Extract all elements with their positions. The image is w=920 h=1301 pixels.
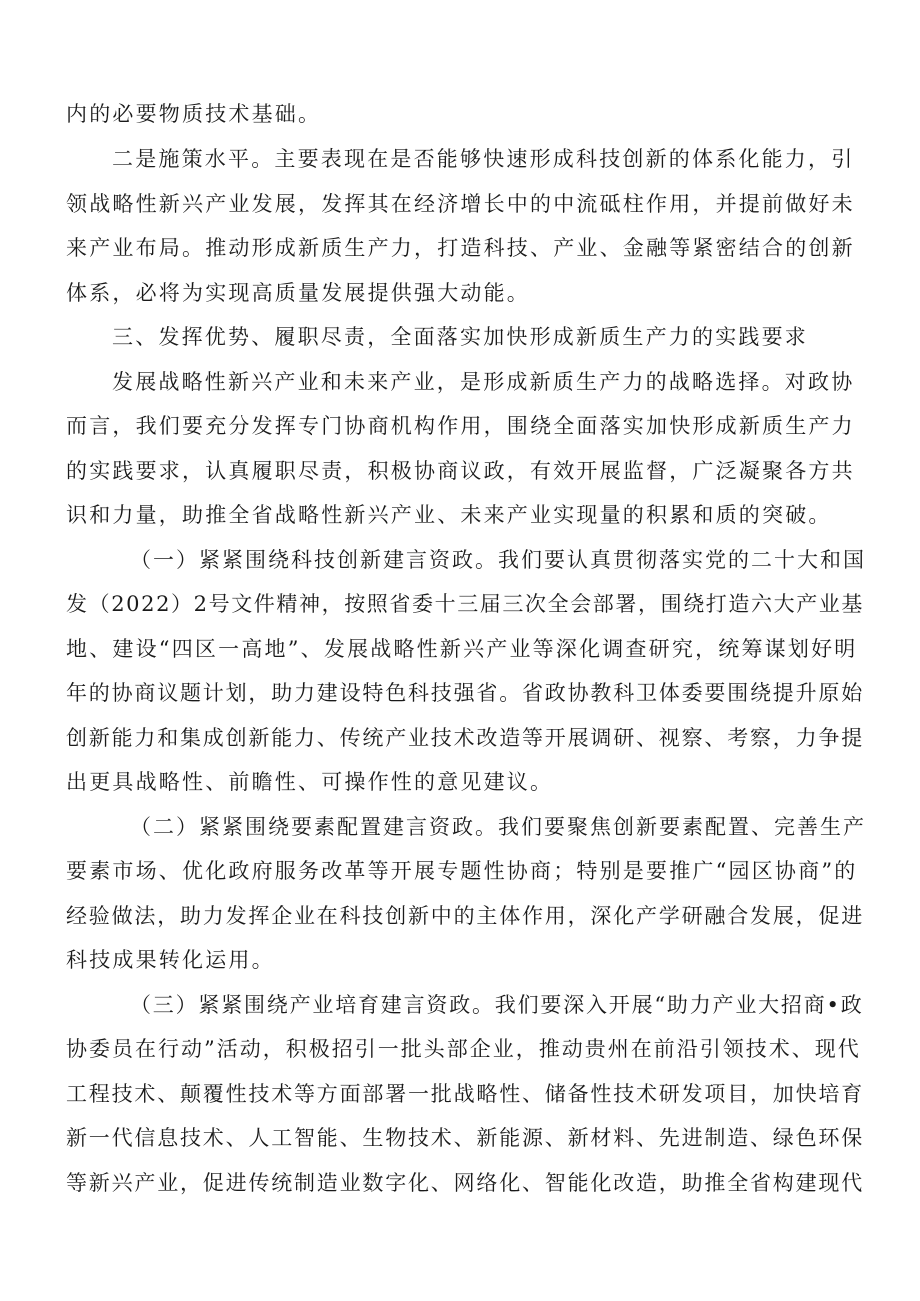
text-line: 工程技术、颠覆性技术等方面部署一批战略性、储备性技术研发项目，加快培育 xyxy=(66,1082,864,1106)
text-line: 创新能力和集成创新能力、传统产业技术改造等开展调研、视察、考察，力争提 xyxy=(66,726,864,750)
text-line: （二）紧紧围绕要素配置建言资政。我们要聚焦创新要素配置、完善生产 xyxy=(130,815,866,839)
text-line: 协委员在行动”活动，积极招引一批头部企业，推动贵州在前沿引领技术、现代 xyxy=(66,1037,861,1061)
text-line: （三）紧紧围绕产业培育建言资政。我们要深入开展“助力产业大招商•政 xyxy=(130,993,864,1017)
text-line: 发（2022）2号文件精神，按照省委十三届三次全会部署，围绕打造六大产业基 xyxy=(66,592,865,616)
text-line: 的实践要求，认真履职尽责，积极协商议政，有效开展监督，广泛凝聚各方共 xyxy=(66,459,855,483)
section-heading: 三、发挥优势、履职尽责，全面落实加快形成新质生产力的实践要求 xyxy=(112,325,808,349)
text-line: 发展战略性新兴产业和未来产业，是形成新质生产力的战略选择。对政协 xyxy=(112,370,855,394)
text-line: 体系，必将为实现高质量发展提供强大动能。 xyxy=(66,281,530,305)
text-line: 来产业布局。推动形成新质生产力，打造科技、产业、金融等紧密结合的创新 xyxy=(66,236,855,260)
text-line: 科技成果转化运用。 xyxy=(66,948,275,972)
text-line: 识和力量，助推全省战略性新兴产业、未来产业实现量的积累和质的突破。 xyxy=(66,503,832,527)
text-line: 领战略性新兴产业发展，发挥其在经济增长中的中流砥柱作用，并提前做好未 xyxy=(66,192,855,216)
text-line: 年的协商议题计划，助力建设特色科技强省。省政协教科卫体委要围绕提升原始 xyxy=(66,681,864,705)
text-line: 而言，我们要充分发挥专门协商机构作用，围绕全面落实加快形成新质生产力 xyxy=(66,414,855,438)
text-line: 地、建设“四区一高地”、发展战略性新兴产业等深化调查研究，统筹谋划好明 xyxy=(66,637,858,661)
text-line: 内的必要物质技术基础。 xyxy=(66,102,322,126)
text-line: 二是施策水平。主要表现在是否能够快速形成科技创新的体系化能力，引 xyxy=(112,147,855,171)
text-line: 经验做法，助力发挥企业在科技创新中的主体作用，深化产学研融合发展，促进 xyxy=(66,904,864,928)
text-line: 出更具战略性、前瞻性、可操作性的意见建议。 xyxy=(66,770,554,794)
text-line: （一）紧紧围绕科技创新建言资政。我们要认真贯彻落实党的二十大和国 xyxy=(130,548,866,572)
text-line: 要素市场、优化政府服务改革等开展专题性协商；特别是要推广“园区协商”的 xyxy=(66,859,858,883)
text-line: 等新兴产业，促进传统制造业数字化、网络化、智能化改造，助推全省构建现代 xyxy=(66,1171,864,1195)
text-line: 新一代信息技术、人工智能、生物技术、新能源、新材料、先进制造、绿色环保 xyxy=(66,1126,864,1150)
